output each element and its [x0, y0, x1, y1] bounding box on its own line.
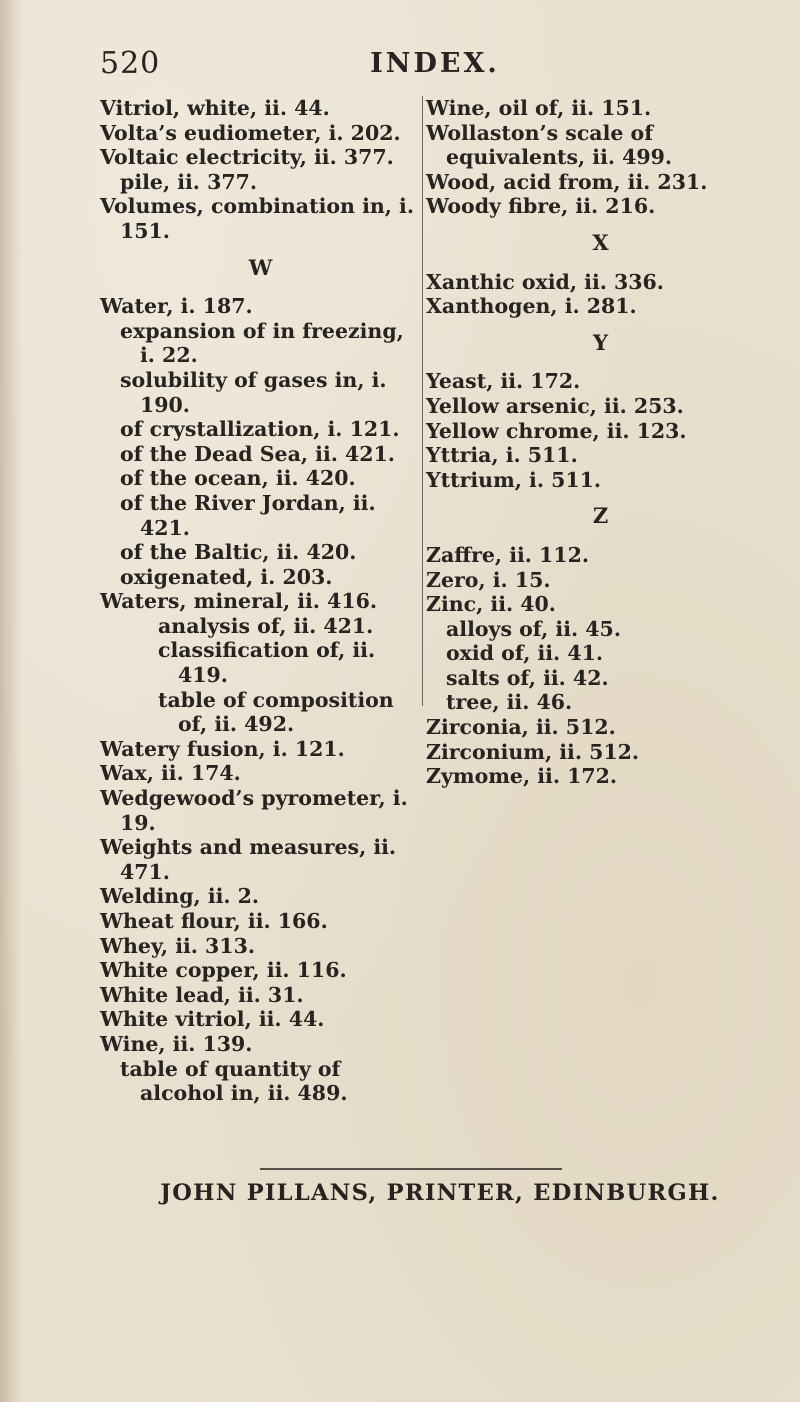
- index-entry: expansion of in freezing, i. 22.: [120, 318, 404, 368]
- index-entry: oxigenated, i. 203.: [120, 564, 333, 589]
- index-entry: alloys of, ii. 45.: [446, 616, 621, 641]
- column-divider: [422, 96, 423, 706]
- index-entry: Vitriol, white, ii. 44.: [100, 96, 330, 120]
- index-entry: Wollaston’s scale of equivalents, ii. 499.: [426, 120, 673, 170]
- index-entry: of the River Jordan, ii. 421.: [120, 490, 376, 540]
- index-entry: Yeast, ii. 172.: [426, 369, 581, 394]
- index-entry: Whey, ii. 313.: [100, 933, 255, 958]
- index-entry: Wax, ii. 174.: [100, 761, 241, 786]
- index-entry: White lead, ii. 31.: [100, 982, 304, 1007]
- index-entry: White copper, ii. 116.: [100, 958, 347, 983]
- index-entry: Volumes, combination in, i. 151.: [100, 194, 414, 243]
- index-entry: of the Dead Sea, ii. 421.: [120, 441, 395, 466]
- index-entry: Zero, i. 15.: [426, 567, 551, 592]
- index-entry: Zymome, ii. 172.: [426, 764, 618, 789]
- index-entry: Weights and measures, ii. 471.: [100, 835, 397, 884]
- w-continued-entries: [426, 96, 776, 219]
- index-entry: Watery fusion, i. 121.: [100, 736, 345, 761]
- index-entry: table of composition of, ii. 492.: [158, 687, 394, 737]
- index-entry: Yellow chrome, ii. 123.: [426, 418, 687, 443]
- index-entry: Yellow arsenic, ii. 253.: [426, 393, 684, 418]
- y-entries: [426, 369, 776, 492]
- index-entry: table of quantity of alcohol in, ii. 489.: [120, 1056, 348, 1106]
- v-entries: [100, 96, 422, 244]
- section-heading-y: Y: [593, 329, 609, 355]
- colophon-rule: [260, 1168, 562, 1170]
- index-entry: solubility of gases in, i. 190.: [120, 367, 387, 417]
- index-entry: Zinc, ii. 40.: [426, 592, 556, 617]
- index-entry: Wine, ii. 139.: [100, 1031, 253, 1056]
- index-entry: pile, ii. 377.: [120, 169, 258, 194]
- index-entry: Zirconium, ii. 512.: [426, 739, 640, 764]
- index-entry: Wedgewood’s pyrometer, i. 19.: [100, 786, 408, 835]
- index-entry: of crystallization, i. 121.: [120, 417, 400, 442]
- index-column-right: [426, 96, 776, 789]
- index-entry: analysis of, ii. 421.: [158, 613, 374, 638]
- page-edge-shadow: [0, 0, 22, 1402]
- index-entry: Water, i. 187.: [100, 294, 253, 319]
- z-entries: [426, 543, 776, 789]
- index-entry: Wood, acid from, ii. 231.: [426, 169, 708, 194]
- index-entry: Yttrium, i. 511.: [426, 467, 602, 492]
- section-heading-z: Z: [592, 503, 610, 529]
- index-entry: Wine, oil of, ii. 151.: [426, 96, 652, 120]
- index-entry: Volta’s eudiometer, i. 202.: [100, 120, 401, 145]
- w-entries: [100, 294, 422, 1106]
- index-entry: Wheat flour, ii. 166.: [100, 909, 328, 933]
- page-header: [100, 46, 780, 86]
- index-entry: Zirconia, ii. 512.: [426, 715, 616, 740]
- section-heading-w: W: [248, 254, 274, 280]
- index-entry: Xanthic oxid, ii. 336.: [426, 269, 664, 294]
- index-entry: Woody fibre, ii. 216.: [426, 194, 656, 219]
- page-number: 520: [100, 46, 161, 81]
- index-entry: Waters, mineral, ii. 416.: [100, 589, 378, 614]
- index-entry: White vitriol, ii. 44.: [100, 1007, 325, 1032]
- index-entry: Xanthogen, i. 281.: [426, 294, 637, 319]
- index-column-left: [100, 96, 422, 1106]
- index-entry: classification of, ii. 419.: [158, 638, 376, 688]
- index-entry: of the ocean, ii. 420.: [120, 466, 356, 491]
- index-entry: Yttria, i. 511.: [426, 443, 578, 468]
- index-entry: tree, ii. 46.: [446, 690, 573, 715]
- index-entry: oxid of, ii. 41.: [446, 641, 603, 666]
- index-entry: of the Baltic, ii. 420.: [120, 540, 357, 565]
- printer-colophon: JOHN PILLANS, PRINTER, EDINBURGH.: [160, 1180, 720, 1206]
- running-title: INDEX.: [370, 48, 500, 79]
- index-entry: Welding, ii. 2.: [100, 884, 260, 909]
- index-entry: Zaffre, ii. 112.: [426, 542, 589, 567]
- index-entry: salts of, ii. 42.: [446, 665, 609, 690]
- x-entries: [426, 270, 776, 319]
- index-entry: Voltaic electricity, ii. 377.: [100, 145, 394, 170]
- section-heading-x: X: [592, 229, 610, 255]
